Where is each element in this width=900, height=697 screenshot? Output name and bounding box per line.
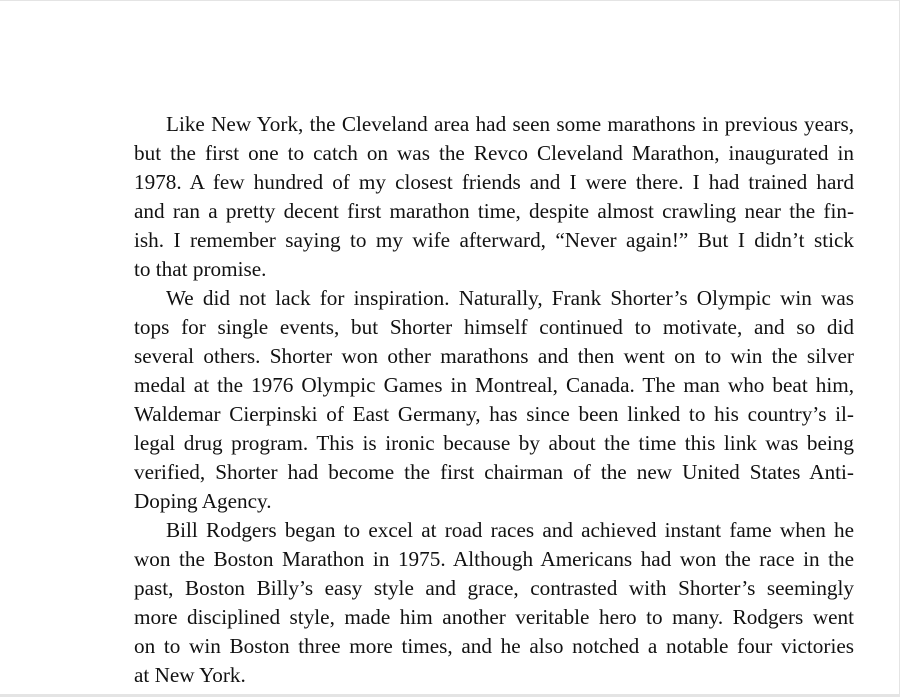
text-line: 1978. A few hundred of my closest friends and I were there. I had trained hard bbox=[134, 170, 854, 194]
paragraph-2 bbox=[102, 284, 854, 516]
text-line: tops for single events, but Shorter himself continued to motivate, and so did bbox=[134, 315, 854, 339]
text-line: to that promise. bbox=[134, 257, 267, 281]
text-line: Waldemar Cierpinski of East Germany, has since been linked to his country’s il- bbox=[134, 402, 854, 426]
paragraph-3 bbox=[102, 516, 854, 690]
body-text bbox=[102, 110, 854, 690]
text-line: past, Boston Billy’s easy style and grace, contrasted with Shorter’s seemingly bbox=[134, 576, 854, 600]
text-line: won the Boston Marathon in 1975. Although Americans had won the race in the bbox=[134, 547, 854, 571]
text-line: legal drug program. This is ironic because by about the time this link was being bbox=[134, 431, 854, 455]
text-line: ish. I remember saying to my wife afterward, “Never again!” But I didn’t stick bbox=[134, 228, 854, 252]
text-line: We did not lack for inspiration. Naturally, Frank Shorter’s Olympic win was bbox=[166, 286, 854, 310]
text-line: and ran a pretty decent first marathon time, despite almost crawling near the fin- bbox=[134, 199, 854, 223]
text-line: medal at the 1976 Olympic Games in Montreal, Canada. The man who beat him, bbox=[134, 373, 854, 397]
text-line: verified, Shorter had become the first chairman of the new United States Anti- bbox=[134, 460, 854, 484]
text-line: more disciplined style, made him another veritable hero to many. Rodgers went bbox=[134, 605, 854, 629]
paragraph-1 bbox=[102, 110, 854, 284]
document-page bbox=[0, 1, 899, 694]
text-line: Doping Agency. bbox=[134, 489, 272, 513]
text-line: Like New York, the Cleveland area had seen some marathons in previous years, bbox=[166, 112, 854, 136]
text-line: several others. Shorter won other marathons and then went on to win the silver bbox=[134, 344, 854, 368]
text-line: on to win Boston three more times, and he also notched a notable four victories bbox=[134, 634, 854, 658]
text-line: at New York. bbox=[134, 663, 246, 687]
text-line: but the first one to catch on was the Revco Cleveland Marathon, inaugurated in bbox=[134, 141, 854, 165]
text-line: Bill Rodgers began to excel at road races and achieved instant fame when he bbox=[166, 518, 854, 542]
